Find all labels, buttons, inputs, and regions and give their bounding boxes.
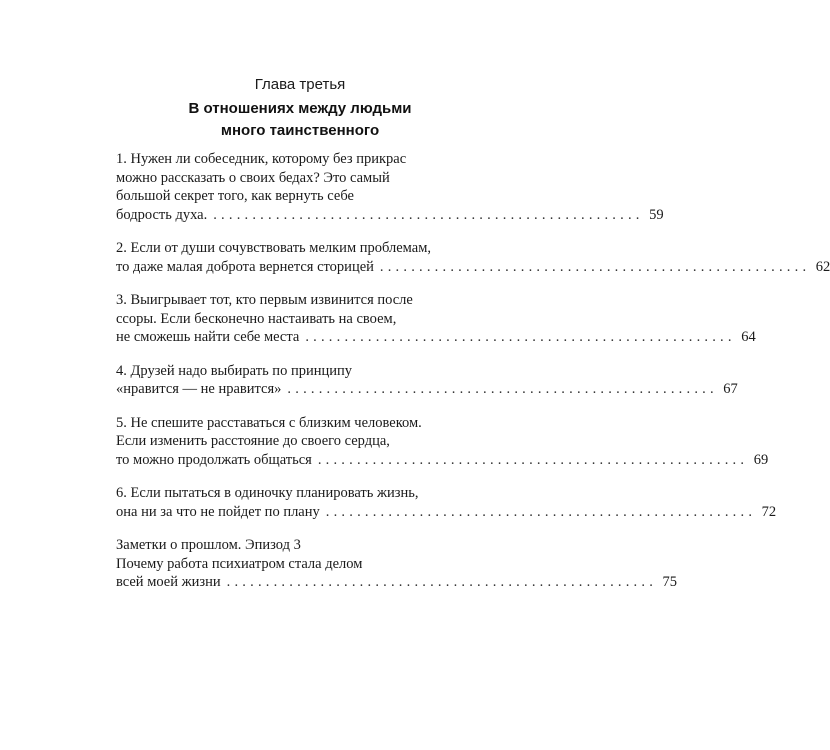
dot-leader: ....................................................... <box>226 574 658 590</box>
toc-page-number: 62 <box>815 258 830 275</box>
toc-entry-text-line: 3. Выигрывает тот, кто первым извинится после <box>116 292 413 308</box>
toc-entry-text-line: можно рассказать о своих бедах? Это самый <box>116 169 390 186</box>
toc-entry-text-line: Заметки о прошлом. Эпизод 3 <box>116 537 301 553</box>
toc-entry-text-line: то даже малая доброта вернется сторицей <box>116 258 374 275</box>
chapter-label: Глава третья <box>254 76 346 93</box>
toc-entry-text-line: то можно продолжать общаться <box>116 451 312 468</box>
toc-entry-text-line: бодрость духа. <box>116 206 208 223</box>
dot-leader: ....................................................... <box>317 451 749 468</box>
toc-entry-text-line: большой секрет того, как вернуть себе <box>116 188 354 204</box>
toc-entry-3 <box>116 291 756 347</box>
toc-page-number: 67 <box>723 381 738 397</box>
toc-entry-leader-line <box>116 206 664 225</box>
chapter-title <box>0 98 600 142</box>
chapter-title-line-2: много таинственного <box>220 122 380 139</box>
toc-entry-text-line: «нравится — не нравится» <box>116 381 282 397</box>
toc-entry-2 <box>116 239 830 276</box>
toc-entry-text-line: Если изменить расстояние до своего сердца, <box>116 433 390 449</box>
dot-leader: ....................................................... <box>379 258 811 275</box>
toc-entry-4 <box>116 362 738 399</box>
toc-entry-text-line: 5. Не спешите расставаться с близким человеком. <box>116 414 422 431</box>
toc-entry-text-line: ссоры. Если бесконечно настаивать на своем, <box>116 310 397 327</box>
toc-entry-leader-line <box>116 503 777 522</box>
toc-entry-text-line: 4. Друзей надо выбирать по принципу <box>116 362 353 379</box>
toc-entry-leader-line <box>116 328 756 347</box>
dot-leader: ....................................................... <box>213 206 644 223</box>
chapter-title-line-1: В отношениях между людьми <box>188 100 412 117</box>
toc-page-number: 69 <box>753 451 769 468</box>
toc-entry-6 <box>116 484 777 521</box>
toc-entry-notes <box>116 536 678 592</box>
toc-entry-5 <box>116 414 769 470</box>
toc-entry-text-line: Почему работа психиатром стала делом <box>116 555 363 572</box>
toc-entry-text-line: 6. Если пытаться в одиночку планировать жизнь, <box>116 485 419 501</box>
dot-leader: ....................................................... <box>287 381 718 397</box>
dot-leader: ....................................................... <box>305 329 736 345</box>
toc-entry-text-line: всей моей жизни <box>116 574 221 590</box>
toc-entry-text-line: 2. Если от души сочувствовать мелким проблемам, <box>116 240 431 256</box>
toc-entry-leader-line <box>116 380 738 399</box>
toc-entry-text-line: она ни за что не пойдет по плану <box>116 503 320 520</box>
toc-entry-leader-line <box>116 258 830 277</box>
toc-entry-leader-line <box>116 451 769 470</box>
table-of-contents <box>116 150 830 592</box>
toc-page-number: 59 <box>649 206 664 223</box>
toc-page-number: 72 <box>761 503 777 520</box>
toc-entry-1 <box>116 150 664 224</box>
toc-entry-text-line: не сможешь найти себе места <box>116 329 300 345</box>
toc-entry-text-line: 1. Нужен ли собеседник, которому без прикрас <box>116 151 407 167</box>
toc-page-number: 75 <box>662 574 678 590</box>
toc-entry-leader-line <box>116 573 678 592</box>
dot-leader: ....................................................... <box>325 503 757 520</box>
toc-page-number: 64 <box>741 329 756 345</box>
